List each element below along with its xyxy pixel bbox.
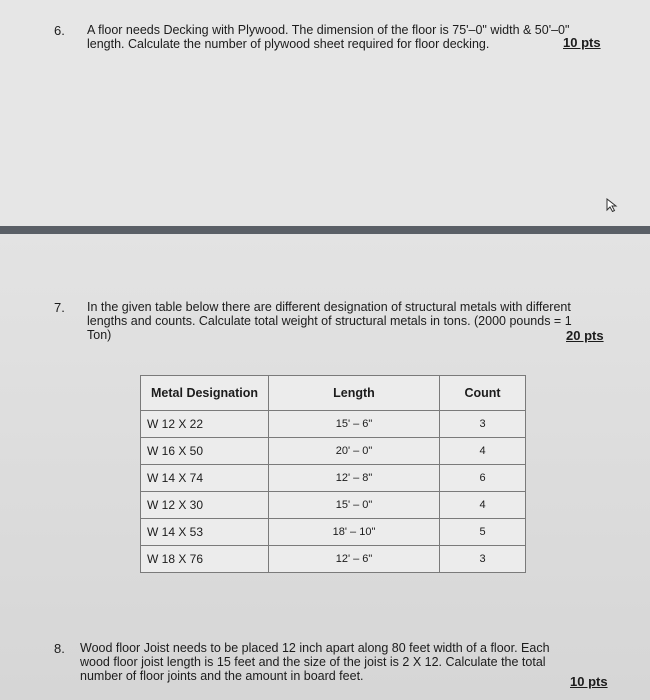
count-cell: 3 — [440, 546, 526, 573]
count-cell: 6 — [440, 465, 526, 492]
document-page-2 — [0, 234, 650, 700]
length-cell: 15' – 6" — [269, 411, 440, 438]
table-row — [141, 492, 526, 519]
count-cell: 5 — [440, 519, 526, 546]
question-6-points: 10 pts — [563, 35, 601, 50]
question-6-line-1: A floor needs Decking with Plywood. The dimension of the floor is 75'–0" width & 50'–0" — [87, 23, 570, 37]
length-cell: 12' – 8" — [269, 465, 440, 492]
question-8-line-1: Wood floor Joist needs to be placed 12 inch apart along 80 feet width of a floor. Each — [80, 641, 550, 655]
designation-cell: W 12 X 30 — [141, 492, 269, 519]
question-8-points: 10 pts — [570, 674, 608, 689]
question-7-points: 20 pts — [566, 328, 604, 343]
length-cell: 20' – 0" — [269, 438, 440, 465]
designation-cell: W 12 X 22 — [141, 411, 269, 438]
table-row — [141, 546, 526, 573]
count-cell: 4 — [440, 492, 526, 519]
page-separator — [0, 226, 650, 234]
header-length: Length — [269, 376, 440, 411]
question-7-line-3: Ton) — [87, 328, 112, 342]
question-7-number: 7. — [54, 300, 65, 315]
question-7-line-1: In the given table below there are different designation of structural metals with different — [87, 300, 571, 314]
count-cell: 3 — [440, 411, 526, 438]
question-6-line-2: length. Calculate the number of plywood sheet required for floor decking. — [87, 37, 490, 51]
table-row — [141, 519, 526, 546]
designation-cell: W 14 X 74 — [141, 465, 269, 492]
header-metal-designation: Metal Designation — [141, 376, 269, 411]
table-header-row — [141, 376, 526, 411]
document-page-1 — [0, 0, 650, 226]
designation-cell: W 18 X 76 — [141, 546, 269, 573]
designation-cell: W 14 X 53 — [141, 519, 269, 546]
question-8-line-3: number of floor joints and the amount in board feet. — [80, 669, 364, 683]
table-row — [141, 438, 526, 465]
question-6-number: 6. — [54, 23, 65, 38]
question-8-line-2: wood floor joist length is 15 feet and the size of the joist is 2 X 12. Calculate the total — [80, 655, 546, 669]
length-cell: 12' – 6" — [269, 546, 440, 573]
table-row — [141, 465, 526, 492]
table-row — [141, 411, 526, 438]
mouse-pointer-icon — [605, 198, 619, 212]
length-cell: 18' – 10" — [269, 519, 440, 546]
length-cell: 15' – 0" — [269, 492, 440, 519]
count-cell: 4 — [440, 438, 526, 465]
structural-metals-table — [140, 375, 526, 573]
header-count: Count — [440, 376, 526, 411]
question-7-line-2: lengths and counts. Calculate total weight of structural metals in tons. (2000 pounds = 1 — [87, 314, 572, 328]
designation-cell: W 16 X 50 — [141, 438, 269, 465]
question-8-number: 8. — [54, 641, 65, 656]
